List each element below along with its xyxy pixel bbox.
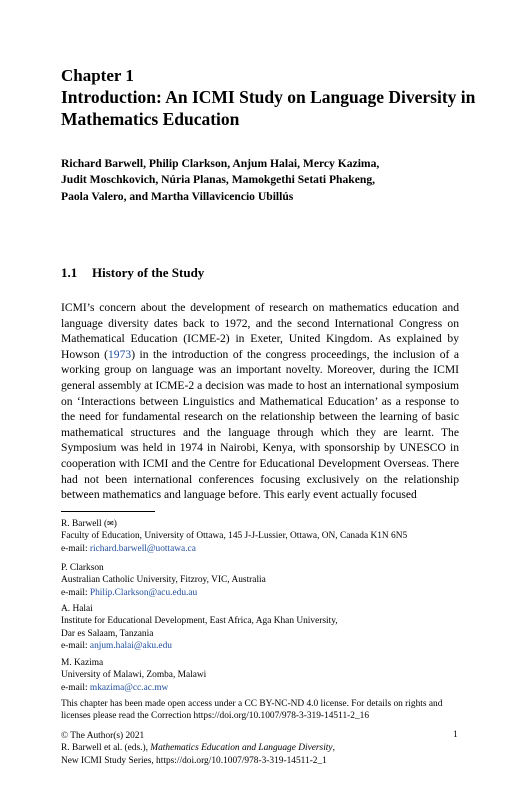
author-name: A. Halai xyxy=(61,604,93,614)
institution: University of Malawi, Zomba, Malawi xyxy=(61,670,207,681)
email-link[interactable]: mkazima@cc.ac.mw xyxy=(89,682,169,693)
copyright-line: © The Author(s) 2021 xyxy=(61,731,145,741)
author-name-end: ) xyxy=(113,519,117,529)
email-label: e-mail: xyxy=(61,682,90,693)
email-label: e-mail: xyxy=(61,587,90,598)
body-paragraph xyxy=(61,300,459,503)
book-title: Mathematics Education and Language Diversity xyxy=(150,743,333,754)
institution: Faculty of Education, University of Ottawa, 145 J-J-Lussier, Ottawa, ON, Canada K1N 6N5 xyxy=(61,531,408,542)
citation-prefix: R. Barwell et al. (eds.), xyxy=(61,743,151,754)
section-number: 1.1 xyxy=(61,265,78,280)
footnote-divider xyxy=(61,511,155,512)
institution: Institute for Educational Development, East Africa, Aga Khan University, xyxy=(61,616,338,627)
citation-link[interactable]: 1973 xyxy=(108,347,132,361)
affiliation-block xyxy=(61,657,461,694)
footer xyxy=(61,730,461,767)
author-name: P. Clarkson xyxy=(61,563,104,573)
author-list xyxy=(61,156,481,205)
institution: Australian Catholic University, Fitzroy, VIC, Australia xyxy=(61,575,266,586)
email-link[interactable]: anjum.halai@aku.edu xyxy=(89,641,172,652)
open-access-notice: This chapter has been made open access under a CC BY-NC-ND 4.0 license. For details on rights and licenses please read the Correction https://doi.org/10.1007/978-3-319-14511-2_16 xyxy=(61,699,443,722)
section-title: History of the Study xyxy=(92,265,205,280)
email-label: e-mail: xyxy=(61,641,90,652)
author-line: Judit Moschkovich, Núria Planas, Mamokgethi Setati Phakeng, xyxy=(61,173,376,187)
author-line: Paola Valero, and Martha Villavicencio Ubillús xyxy=(61,189,294,203)
section-heading xyxy=(61,265,204,281)
email-link[interactable]: Philip.Clarkson@acu.edu.au xyxy=(89,587,198,598)
institution: Dar es Salaam, Tanzania xyxy=(61,628,154,639)
page-number: 1 xyxy=(453,730,458,740)
series-line: New ICMI Study Series, https://doi.org/10.1007/978-3-319-14511-2_1 xyxy=(61,755,327,766)
affiliation-block xyxy=(61,562,461,599)
chapter-title: Introduction: An ICMI Study on Language Diversity in Mathematics Education xyxy=(61,87,476,129)
email-label: e-mail: xyxy=(61,543,90,554)
body-text-part: ) in the introduction of the congress proceedings, the inclusion of a working group on language was an important novelty. Moreover, during the ICMI general assembly at ICME-2 a decision was made to host an international symposium on ‘Interactions between Linguistics and Mathematical Education’ as a response to the need for fundamental research on the relationship between the learning of basic mathematical structures and the language through which they are learnt. The Symposium was held in 1974 in Nairobi, Kenya, with sponsorship by UNESCO in cooperation with ICMI and the Centre for Educational Development Overseas. There had not been international conferences focusing exclusively on the relationship between mathematics and language before. This early event actually focused xyxy=(61,347,459,502)
envelope-icon: ✉ xyxy=(107,519,114,528)
chapter-label: Chapter 1 xyxy=(61,66,134,85)
email-link[interactable]: richard.barwell@uottawa.ca xyxy=(89,543,196,554)
citation-suffix: , xyxy=(332,743,335,754)
author-line: Richard Barwell, Philip Clarkson, Anjum Halai, Mercy Kazima, xyxy=(61,157,380,170)
body-text-part: ICMI’s concern about the development of research on mathematics education and language diversity dates back to 1972, and the second International Congress on Mathematical Education (ICME-2) in Exeter, United Kingdom. As explained by Howson ( xyxy=(61,301,459,361)
author-name: M. Kazima xyxy=(61,658,104,668)
affiliation-block xyxy=(61,603,461,653)
affiliation-block xyxy=(61,518,461,555)
author-name: R. Barwell ( xyxy=(61,519,108,529)
